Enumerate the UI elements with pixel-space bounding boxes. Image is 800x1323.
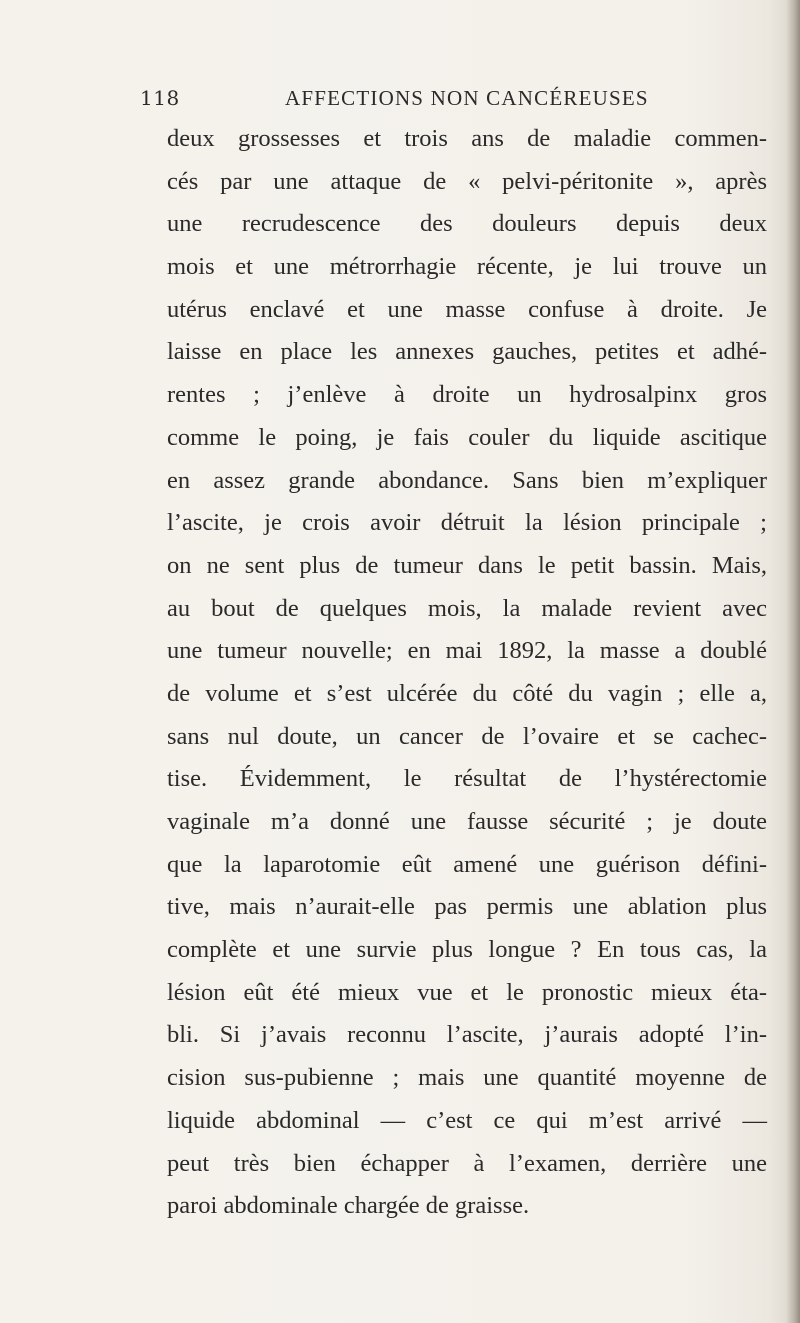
text-line: au bout de quelques mois, la malade revient avec: [167, 594, 767, 622]
text-line: l’ascite, je crois avoir détruit la lésion principale ;: [167, 509, 767, 537]
text-line: paroi abdominale chargée de graisse.: [167, 1192, 530, 1220]
running-head: AFFECTIONS NON CANCÉREUSES: [285, 86, 649, 110]
page-header: [140, 86, 762, 116]
text-line: sans nul doute, un cancer de l’ovaire et se cachec-: [167, 722, 767, 750]
text-line: comme le poing, je fais couler du liquide ascitique: [167, 423, 767, 451]
text-line: tive, mais n’aurait-elle pas permis une ablation plus: [167, 893, 767, 921]
text-line: de volume et s’est ulcérée du côté du vagin ; elle a,: [167, 679, 767, 707]
text-line: une recrudescence des douleurs depuis deux: [167, 210, 767, 238]
body-text: [167, 118, 767, 1228]
text-line: cision sus-pubienne ; mais une quantité moyenne de: [167, 1064, 767, 1092]
text-line: lésion eût été mieux vue et le pronostic mieux éta-: [167, 978, 767, 1006]
text-line: cés par une attaque de « pelvi-péritonite », après: [167, 167, 767, 195]
text-line: vaginale m’a donné une fausse sécurité ; je doute: [167, 808, 767, 835]
text-line: complète et une survie plus longue ? En tous cas, la: [167, 936, 767, 964]
text-line: laisse en place les annexes gauches, petites et adhé-: [167, 338, 767, 366]
text-line: que la laparotomie eût amené une guérison défini-: [167, 850, 767, 878]
text-line: deux grossesses et trois ans de maladie commen-: [167, 125, 767, 152]
text-line: on ne sent plus de tumeur dans le petit bassin. Mais,: [167, 551, 767, 579]
text-line: une tumeur nouvelle; en mai 1892, la masse a doublé: [167, 637, 767, 665]
text-line: bli. Si j’avais reconnu l’ascite, j’aurais adopté l’in-: [167, 1021, 767, 1049]
text-line: mois et une métrorrhagie récente, je lui trouve un: [167, 253, 767, 281]
text-line: utérus enclavé et une masse confuse à droite. Je: [167, 295, 767, 323]
text-line: liquide abdominal — c’est ce qui m’est arrivé —: [167, 1106, 767, 1134]
text-line: rentes ; j’enlève à droite un hydrosalpinx gros: [167, 381, 767, 409]
page-edge-shadow: [786, 0, 800, 1323]
text-line: en assez grande abondance. Sans bien m’expliquer: [167, 466, 767, 494]
text-line: tise. Évidemment, le résultat de l’hystérectomie: [167, 765, 767, 793]
page-number: 118: [140, 86, 180, 110]
text-line: peut très bien échapper à l’examen, derrière une: [167, 1149, 767, 1177]
